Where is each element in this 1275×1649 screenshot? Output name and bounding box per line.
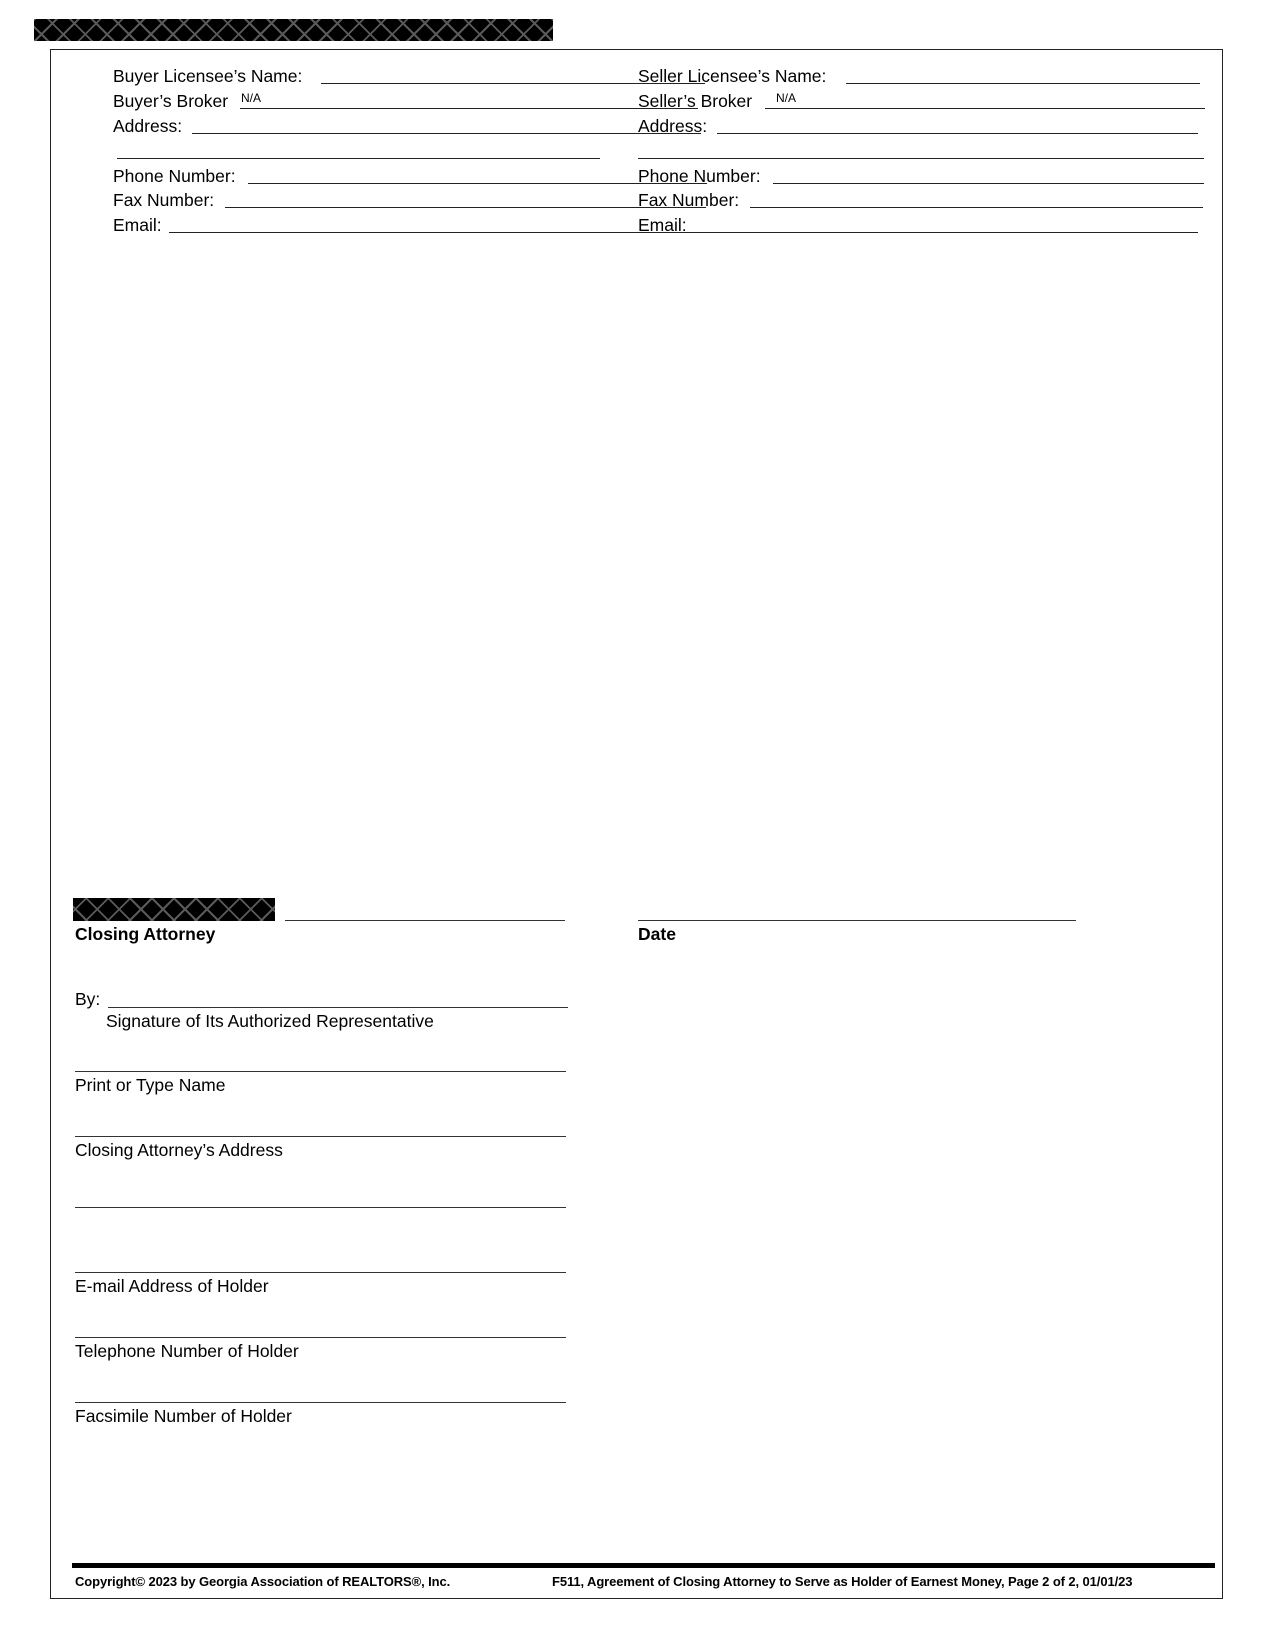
redacted-closing-attorney-name (73, 898, 275, 921)
buyer-licensee-name-label: Buyer Licensee’s Name: (113, 66, 303, 86)
buyer-address-field[interactable] (113, 114, 593, 138)
footer-rule (72, 1563, 1215, 1568)
buyer-fax-line[interactable] (225, 207, 706, 208)
seller-phone-line[interactable] (773, 183, 1204, 184)
seller-address-field[interactable] (638, 114, 1208, 138)
attorney-address-label: Closing Attorney’s Address (75, 1140, 283, 1160)
holder-telephone-label: Telephone Number of Holder (75, 1341, 299, 1361)
closing-attorney-label: Closing Attorney (75, 924, 216, 944)
buyer-broker-field[interactable] (113, 89, 593, 113)
seller-licensee-name-field[interactable] (638, 64, 1208, 88)
form-frame (50, 49, 1223, 1599)
buyer-broker-label: Buyer’s Broker (113, 91, 229, 111)
seller-email-line[interactable] (694, 232, 1198, 233)
seller-broker-line[interactable] (765, 108, 1205, 109)
signature-line[interactable] (108, 1007, 568, 1008)
buyer-licensee-name-field[interactable] (113, 64, 593, 88)
buyer-email-label: Email: (113, 215, 162, 235)
seller-address-label: Address: (638, 116, 708, 136)
holder-email-label: E-mail Address of Holder (75, 1276, 269, 1296)
holder-email-line[interactable] (75, 1272, 566, 1273)
seller-licensee-name-label: Seller Licensee’s Name: (638, 66, 827, 86)
buyer-address-label: Address: (113, 116, 183, 136)
buyer-fax-field[interactable] (113, 188, 603, 212)
seller-broker-field[interactable] (638, 89, 1208, 113)
seller-fax-line[interactable] (750, 207, 1203, 208)
holder-telephone-line[interactable] (75, 1337, 566, 1338)
seller-fax-field[interactable] (638, 188, 1208, 212)
seller-licensee-name-line[interactable] (846, 83, 1200, 84)
buyer-broker-value: N/A (241, 91, 262, 105)
buyer-phone-field[interactable] (113, 164, 603, 188)
footer-form-info: F511, Agreement of Closing Attorney to Serve as Holder of Earnest Money, Page 2 of 2, 01/01/23 (552, 1574, 1133, 1589)
redacted-header-bar (34, 19, 553, 41)
buyer-fax-label: Fax Number: (113, 190, 215, 210)
holder-facsimile-line[interactable] (75, 1402, 566, 1403)
attorney-address-line[interactable] (75, 1136, 566, 1137)
buyer-email-line[interactable] (169, 232, 701, 233)
seller-phone-field[interactable] (638, 164, 1208, 188)
signature-caption: Signature of Its Authorized Representative (106, 1011, 434, 1031)
seller-broker-value: N/A (776, 91, 797, 105)
print-name-label: Print or Type Name (75, 1075, 226, 1095)
seller-address-line2-field[interactable] (638, 139, 1208, 163)
seller-email-field[interactable] (638, 213, 1208, 237)
date-line[interactable] (638, 920, 1076, 921)
buyer-broker-line[interactable] (240, 108, 698, 109)
seller-address-line[interactable] (717, 133, 1198, 134)
date-label: Date (638, 924, 676, 944)
seller-address-line2[interactable] (638, 158, 1204, 159)
seller-phone-label: Phone Number: (638, 166, 761, 186)
buyer-address-line[interactable] (192, 133, 701, 134)
attorney-address-line2[interactable] (75, 1207, 566, 1208)
seller-broker-label: Seller’s Broker (638, 91, 753, 111)
holder-facsimile-label: Facsimile Number of Holder (75, 1406, 292, 1426)
print-name-line[interactable] (75, 1071, 566, 1072)
footer-copyright: Copyright© 2023 by Georgia Association of REALTORS®, Inc. (75, 1574, 451, 1589)
closing-attorney-line[interactable] (285, 920, 565, 921)
seller-fax-label: Fax Number: (638, 190, 740, 210)
buyer-email-field[interactable] (113, 213, 603, 237)
buyer-address-line2-field[interactable] (113, 139, 603, 163)
by-label: By: (75, 989, 101, 1009)
seller-email-label: Email: (638, 215, 687, 235)
buyer-phone-label: Phone Number: (113, 166, 236, 186)
buyer-address-line2[interactable] (117, 158, 600, 159)
